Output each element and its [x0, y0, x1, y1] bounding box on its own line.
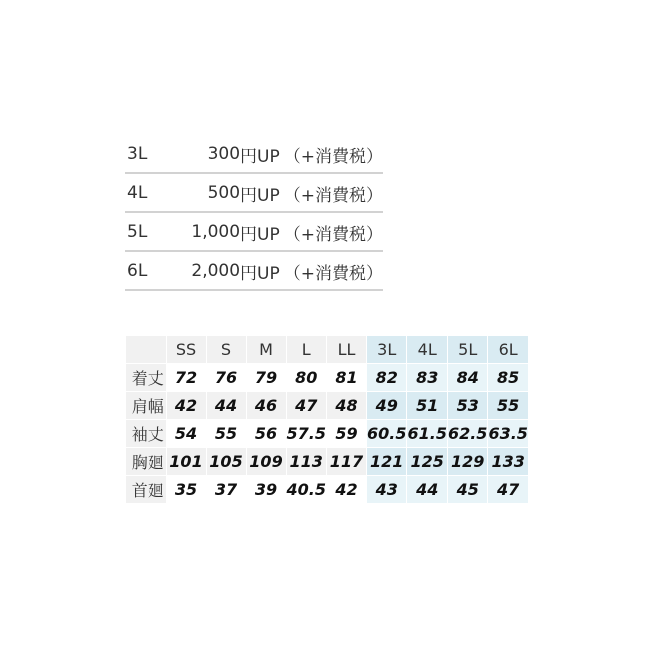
- measurement-row: [126, 448, 528, 476]
- measurement-value: 56: [246, 420, 286, 448]
- measurement-value: 62.5: [447, 420, 487, 448]
- measurement-value: 40.5: [286, 476, 326, 504]
- size-header: 6L: [488, 336, 528, 364]
- measurement-value: 84: [447, 364, 487, 392]
- surcharge-size: 6L: [127, 261, 148, 281]
- measurement-value: 105: [206, 448, 246, 476]
- measurement-label: 着丈: [126, 364, 166, 392]
- surcharge-unit: 円UP: [240, 224, 280, 245]
- size-header: 5L: [447, 336, 487, 364]
- measurement-value: 76: [206, 364, 246, 392]
- surcharge-price: 2,000: [191, 261, 241, 281]
- measurement-value: 54: [166, 420, 206, 448]
- surcharge-price: 1,000: [191, 222, 241, 242]
- surcharge-size: 3L: [127, 144, 148, 164]
- size-header: M: [246, 336, 286, 364]
- surcharge-price: 300: [207, 144, 241, 164]
- measurement-value: 47: [286, 392, 326, 420]
- surcharge-price: 500: [207, 183, 241, 203]
- size-header: 3L: [366, 336, 406, 364]
- measurement-value: 45: [447, 476, 487, 504]
- measurement-row: [126, 476, 528, 504]
- measurement-value: 129: [447, 448, 487, 476]
- measurement-value: 51: [407, 392, 447, 420]
- size-header: LL: [326, 336, 366, 364]
- size-header: L: [286, 336, 326, 364]
- surcharge-row-6l: [125, 253, 383, 291]
- measurement-value: 48: [326, 392, 366, 420]
- measurement-row: [126, 420, 528, 448]
- surcharge-tax-note: （+消費税）: [283, 224, 383, 245]
- surcharge-size: 5L: [127, 222, 148, 242]
- surcharge-unit: 円UP: [240, 263, 280, 284]
- measurement-label: 胸廻: [126, 448, 166, 476]
- measurement-value: 49: [366, 392, 406, 420]
- measurement-value: 39: [246, 476, 286, 504]
- surcharge-row-4l: [125, 175, 383, 213]
- measurement-value: 57.5: [286, 420, 326, 448]
- measurement-value: 125: [407, 448, 447, 476]
- measurement-row: [126, 364, 528, 392]
- measurement-value: 121: [366, 448, 406, 476]
- surcharge-tax-note: （+消費税）: [283, 185, 383, 206]
- surcharge-size: 4L: [127, 183, 148, 203]
- measurement-value: 117: [326, 448, 366, 476]
- measurement-value: 42: [326, 476, 366, 504]
- surcharge-unit: 円UP: [240, 185, 280, 206]
- measurement-value: 47: [488, 476, 528, 504]
- measurement-value: 83: [407, 364, 447, 392]
- measurement-value: 55: [206, 420, 246, 448]
- measurement-value: 37: [206, 476, 246, 504]
- size-header-row: [126, 336, 528, 364]
- measurement-value: 35: [166, 476, 206, 504]
- size-surcharge-list: [125, 136, 383, 292]
- measurement-value: 44: [206, 392, 246, 420]
- measurement-value: 43: [366, 476, 406, 504]
- size-header: SS: [166, 336, 206, 364]
- measurement-value: 53: [447, 392, 487, 420]
- measurement-value: 133: [488, 448, 528, 476]
- measurement-value: 101: [166, 448, 206, 476]
- measurement-value: 85: [488, 364, 528, 392]
- surcharge-row-5l: [125, 214, 383, 252]
- measurement-value: 59: [326, 420, 366, 448]
- measurement-value: 55: [488, 392, 528, 420]
- measurement-value: 81: [326, 364, 366, 392]
- corner-cell: [126, 336, 166, 364]
- measurement-label: 袖丈: [126, 420, 166, 448]
- measurement-value: 46: [246, 392, 286, 420]
- measurement-value: 42: [166, 392, 206, 420]
- surcharge-unit: 円UP: [240, 146, 280, 167]
- surcharge-tax-note: （+消費税）: [283, 146, 383, 167]
- measurement-label: 首廻: [126, 476, 166, 504]
- measurement-value: 44: [407, 476, 447, 504]
- measurement-value: 80: [286, 364, 326, 392]
- measurement-row: [126, 392, 528, 420]
- size-header: 4L: [407, 336, 447, 364]
- measurement-value: 113: [286, 448, 326, 476]
- measurement-label: 肩幅: [126, 392, 166, 420]
- surcharge-row-3l: [125, 136, 383, 174]
- measurement-value: 82: [366, 364, 406, 392]
- size-header: S: [206, 336, 246, 364]
- measurement-value: 79: [246, 364, 286, 392]
- size-chart-table: [126, 336, 529, 504]
- surcharge-tax-note: （+消費税）: [283, 263, 383, 284]
- measurement-value: 60.5: [366, 420, 406, 448]
- measurement-value: 63.5: [488, 420, 528, 448]
- measurement-value: 61.5: [407, 420, 447, 448]
- measurement-value: 72: [166, 364, 206, 392]
- measurement-value: 109: [246, 448, 286, 476]
